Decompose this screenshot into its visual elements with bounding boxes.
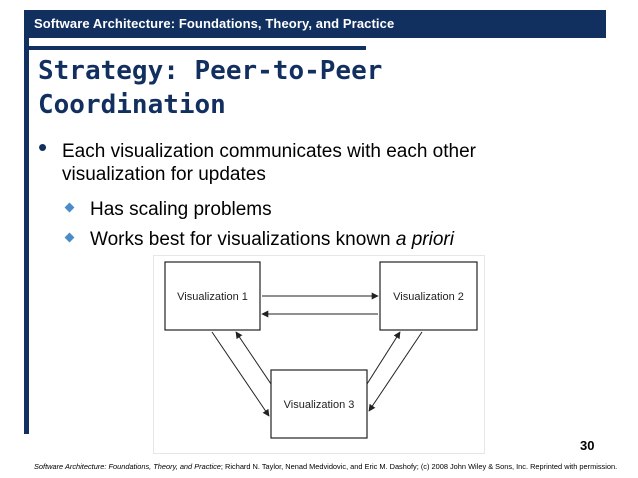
arrow-v1-to-v3 xyxy=(212,332,269,416)
peer-to-peer-diagram xyxy=(153,255,485,454)
header-title: Software Architecture: Foundations, Theory, and Practice xyxy=(34,16,395,31)
sub-bullet-1-text: Has scaling problems xyxy=(90,199,272,220)
visualization-3-label: Visualization 3 xyxy=(283,399,355,411)
sub-bullet-2-text: Works best for visualizations known xyxy=(90,229,396,250)
arrow-v3-to-v2 xyxy=(367,332,400,384)
arrow-v2-to-v3 xyxy=(369,332,422,411)
footer-rest: ; Richard N. Taylor, Nenad Medvidovic, and Eric M. Dashofy; (c) 2008 John Wiley & Sons, Inc. Reprinted with permission. xyxy=(220,462,618,471)
footer-citation xyxy=(34,462,634,471)
visualization-2-label: Visualization 2 xyxy=(393,291,464,303)
left-accent-bar xyxy=(24,10,29,434)
visualization-1-label: Visualization 1 xyxy=(177,291,248,303)
bullet-dot-icon: • xyxy=(38,132,48,162)
diamond-bullet-icon xyxy=(65,203,75,213)
sub-bullet-2-emphasis: a priori xyxy=(395,229,454,250)
diagram-canvas xyxy=(154,256,484,453)
slide-title: Strategy: Peer-to-Peer Coordination xyxy=(38,56,383,120)
diamond-bullet-icon xyxy=(65,233,75,243)
page-number: 30 xyxy=(580,438,595,453)
main-bullet-text: Each visualization communicates with each other visualization for updates xyxy=(62,141,476,185)
footer-book-title: Software Architecture: Foundations, Theory, and Practice xyxy=(34,462,221,471)
arrow-v3-to-v1 xyxy=(236,332,271,384)
header-rule xyxy=(24,46,366,50)
